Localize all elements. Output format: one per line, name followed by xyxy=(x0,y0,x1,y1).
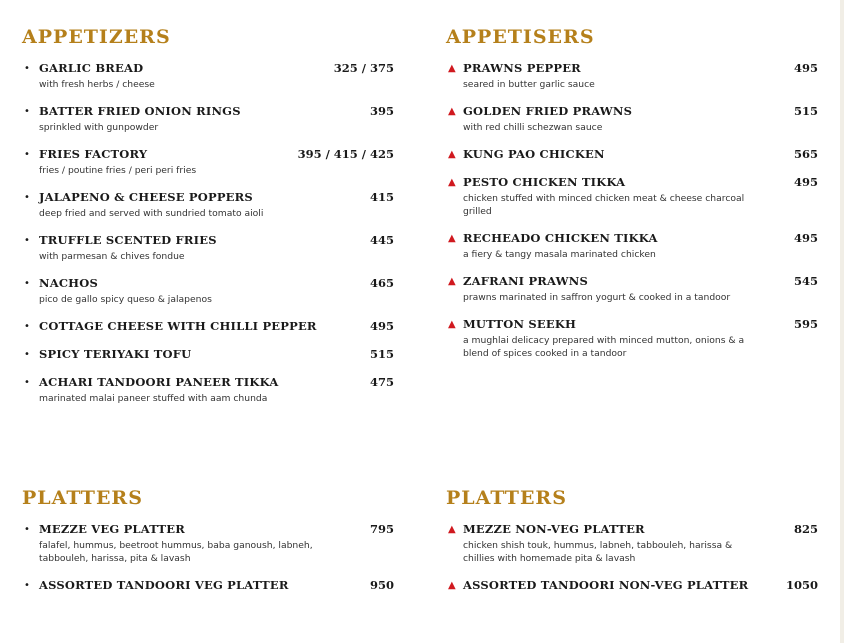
item-description: deep fried and served with sundried tomato aioli xyxy=(39,208,264,219)
item-price: 475 xyxy=(369,375,394,389)
platters-nonveg-list xyxy=(446,522,818,593)
appetisers-section xyxy=(446,26,818,373)
menu-item xyxy=(22,276,394,306)
item-name: KUNG PAO CHICKEN xyxy=(463,147,605,161)
menu-item xyxy=(22,522,394,565)
item-name: MEZZE VEG PLATTER xyxy=(39,522,186,536)
veg-bullet-icon: • xyxy=(24,524,30,535)
nonveg-triangle-icon: ▲ xyxy=(448,149,456,160)
menu-item xyxy=(22,233,394,263)
menu-item xyxy=(22,347,394,362)
item-name: BATTER FRIED ONION RINGS xyxy=(39,104,241,118)
item-header-row xyxy=(463,317,818,332)
item-price: 495 xyxy=(369,319,394,333)
item-header-row xyxy=(463,231,818,246)
page-edge xyxy=(840,0,844,643)
menu-item xyxy=(446,175,818,218)
nonveg-triangle-icon: ▲ xyxy=(448,106,456,117)
item-description: falafel, hummus, beetroot hummus, baba ganoush, labneh, tabbouleh, harissa, pita & lavash xyxy=(39,540,313,564)
item-price: 495 xyxy=(793,61,818,75)
item-name: FRIES FACTORY xyxy=(39,147,148,161)
appetizers-section xyxy=(22,26,394,418)
menu-item xyxy=(446,104,818,134)
item-description: seared in butter garlic sauce xyxy=(463,79,595,90)
veg-bullet-icon: • xyxy=(24,321,30,332)
menu-item xyxy=(446,317,818,360)
item-header-row xyxy=(463,61,818,76)
item-header-row xyxy=(463,578,818,593)
item-price: 325 / 375 xyxy=(333,61,394,75)
item-description: with parmesan & chives fondue xyxy=(39,251,185,262)
item-name: MUTTON SEEKH xyxy=(463,317,577,331)
item-price: 545 xyxy=(793,274,818,288)
item-header-row xyxy=(39,276,394,291)
veg-bullet-icon: • xyxy=(24,580,30,591)
item-price: 465 xyxy=(369,276,394,290)
item-price: 950 xyxy=(369,578,394,592)
menu-item xyxy=(446,274,818,304)
item-header-row xyxy=(463,147,818,162)
item-header-row xyxy=(463,104,818,119)
veg-bullet-icon: • xyxy=(24,149,30,160)
item-header-row xyxy=(39,578,394,593)
item-price: 515 xyxy=(793,104,818,118)
item-description: with fresh herbs / cheese xyxy=(39,79,155,90)
menu-item xyxy=(22,578,394,593)
item-price: 565 xyxy=(793,147,818,161)
item-price: 795 xyxy=(369,522,394,536)
item-price: 395 / 415 / 425 xyxy=(297,147,394,161)
menu-item xyxy=(22,61,394,91)
nonveg-triangle-icon: ▲ xyxy=(448,319,456,330)
item-header-row xyxy=(39,375,394,390)
item-name: ASSORTED TANDOORI VEG PLATTER xyxy=(39,578,289,592)
item-name: RECHEADO CHICKEN TIKKA xyxy=(463,231,658,245)
item-header-row xyxy=(39,61,394,76)
item-description: marinated malai paneer stuffed with aam chunda xyxy=(39,393,268,404)
nonveg-triangle-icon: ▲ xyxy=(448,63,456,74)
item-header-row xyxy=(463,274,818,289)
item-description: with red chilli schezwan sauce xyxy=(463,122,603,133)
menu-item xyxy=(22,190,394,220)
section-title-platters-nonveg: PLATTERS xyxy=(446,487,567,509)
veg-bullet-icon: • xyxy=(24,106,30,117)
item-name: ACHARI TANDOORI PANEER TIKKA xyxy=(39,375,279,389)
section-title-appetisers: APPETISERS xyxy=(446,26,595,48)
veg-bullet-icon: • xyxy=(24,192,30,203)
item-price: 495 xyxy=(793,231,818,245)
menu-item xyxy=(22,147,394,177)
item-header-row xyxy=(39,522,394,537)
item-name: GOLDEN FRIED PRAWNS xyxy=(463,104,633,118)
item-name: PRAWNS PEPPER xyxy=(463,61,581,75)
veg-bullet-icon: • xyxy=(24,349,30,360)
appetisers-list xyxy=(446,61,818,360)
item-header-row xyxy=(39,147,394,162)
nonveg-triangle-icon: ▲ xyxy=(448,524,456,535)
item-header-row xyxy=(39,190,394,205)
item-price: 515 xyxy=(369,347,394,361)
item-name: GARLIC BREAD xyxy=(39,61,144,75)
platters-nonveg-section xyxy=(446,487,818,606)
menu-item xyxy=(22,375,394,405)
veg-bullet-icon: • xyxy=(24,63,30,74)
nonveg-triangle-icon: ▲ xyxy=(448,580,456,591)
item-price: 445 xyxy=(369,233,394,247)
item-name: MEZZE NON-VEG PLATTER xyxy=(463,522,645,536)
menu-item xyxy=(446,147,818,162)
menu-item xyxy=(22,104,394,134)
item-description: prawns marinated in saffron yogurt & cooked in a tandoor xyxy=(463,292,731,303)
item-description: a fiery & tangy masala marinated chicken xyxy=(463,249,656,260)
item-price: 395 xyxy=(369,104,394,118)
item-name: PESTO CHICKEN TIKKA xyxy=(463,175,626,189)
item-name: ASSORTED TANDOORI NON-VEG PLATTER xyxy=(463,578,749,592)
platters-veg-section xyxy=(22,487,394,606)
section-title-appetizers: APPETIZERS xyxy=(22,26,171,48)
platters-veg-list xyxy=(22,522,394,593)
item-header-row xyxy=(39,104,394,119)
item-price: 415 xyxy=(369,190,394,204)
nonveg-triangle-icon: ▲ xyxy=(448,276,456,287)
item-price: 1050 xyxy=(785,578,818,592)
item-name: TRUFFLE SCENTED FRIES xyxy=(39,233,217,247)
item-description: fries / poutine fries / peri peri fries xyxy=(39,165,197,176)
menu-item xyxy=(446,231,818,261)
item-description: sprinkled with gunpowder xyxy=(39,122,159,133)
nonveg-triangle-icon: ▲ xyxy=(448,233,456,244)
item-price: 595 xyxy=(793,317,818,331)
item-name: JALAPENO & CHEESE POPPERS xyxy=(39,190,253,204)
item-description: a mughlai delicacy prepared with minced mutton, onions & a blend of spices cooked in a tandoor xyxy=(463,335,745,359)
nonveg-triangle-icon: ▲ xyxy=(448,177,456,188)
item-name: SPICY TERIYAKI TOFU xyxy=(39,347,192,361)
menu-item xyxy=(446,61,818,91)
item-name: COTTAGE CHEESE WITH CHILLI PEPPER xyxy=(39,319,317,333)
item-name: NACHOS xyxy=(39,276,98,290)
item-name: ZAFRANI PRAWNS xyxy=(463,274,588,288)
item-header-row xyxy=(463,522,818,537)
menu-item xyxy=(446,578,818,593)
item-price: 825 xyxy=(793,522,818,536)
section-title-platters-veg: PLATTERS xyxy=(22,487,143,509)
item-description: chicken shish touk, hummus, labneh, tabbouleh, harissa & chillies with homemade pita & lavash xyxy=(463,540,733,564)
item-price: 495 xyxy=(793,175,818,189)
menu-item xyxy=(22,319,394,334)
item-header-row xyxy=(39,319,394,334)
item-description: pico de gallo spicy queso & jalapenos xyxy=(39,294,212,305)
menu-item xyxy=(446,522,818,565)
appetizers-list xyxy=(22,61,394,405)
veg-bullet-icon: • xyxy=(24,377,30,388)
item-header-row xyxy=(39,347,394,362)
item-header-row xyxy=(39,233,394,248)
item-header-row xyxy=(463,175,818,190)
item-description: chicken stuffed with minced chicken meat & cheese charcoal grilled xyxy=(463,193,745,217)
veg-bullet-icon: • xyxy=(24,278,30,289)
veg-bullet-icon: • xyxy=(24,235,30,246)
